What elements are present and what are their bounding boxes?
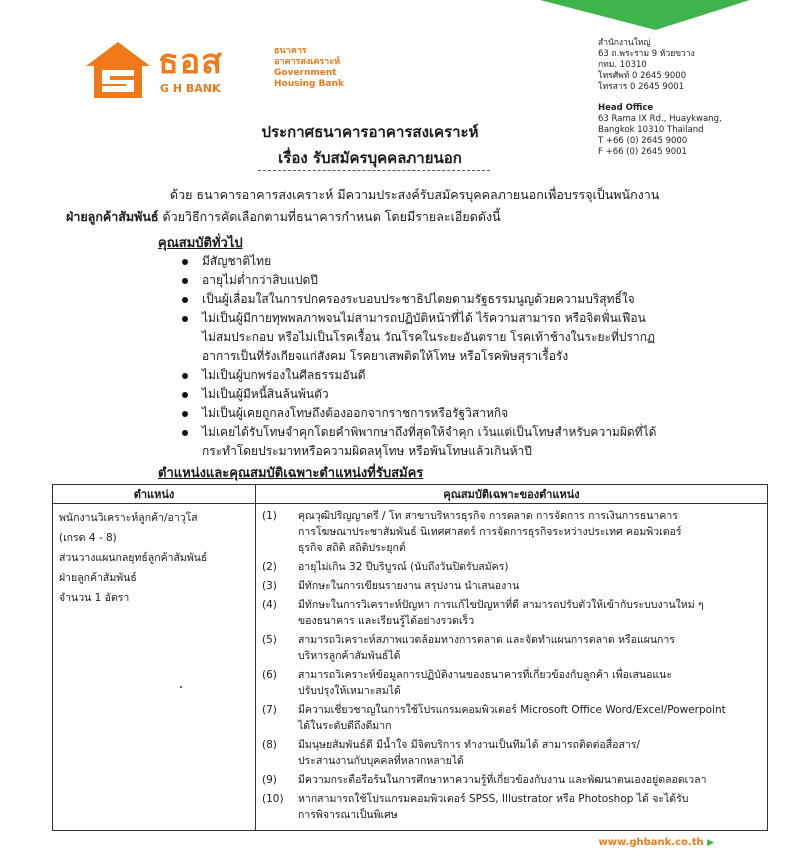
footer-website[interactable] [598, 837, 714, 848]
hq-english-line: T +66 (0) 2645 9000 [598, 136, 688, 146]
bullet-icon [182, 259, 188, 265]
list-item: (1) คุณวุฒิปริญญาตรี / โท สาขาบริหารธุรกิจ การตลาด การจัดการ การเงินการธนาคาร การโฆษณาประชาสัมพันธ์ นิเทศศาสตร์ การจัดการธุรกิจระหว่างประเทศ คอมพิวเตอร์ ธุรกิจ สถิติ สถิติประยุกต์ [262, 510, 682, 554]
list-item: (4) มีทักษะในการวิเคราะห์ปัญหา การแก้ไขปัญหาที่ดี สามารถปรับตัวให้เข้ากับระบบงานใหม่ ๆ ของธนาคาร และเรียนรู้ได้อย่างรวดเร็ว [262, 599, 704, 627]
hq-english-line: Head Office [598, 103, 654, 113]
list-item: ไม่เป็นผู้มีกายทุพพลภาพจนไม่สามารถปฏิบัติหน้าที่ได้ ไร้ความสามารถ หรือจิตฟั่นเฟือน ไม่สมประกอบ หรือไม่เป็นโรคเรื้อน วัณโรคในระยะอันตราย โรคเท้าช้างในระยะที่ปรากฏ อาการเป็นที่รังเกียจแก่สังคม โรคยาเสพติดให้โทษ หรือโรคพิษสุราเรื้อรัง [180, 309, 770, 366]
hq-thai-line: สำนักงานใหญ่ [598, 38, 651, 48]
position-cell [53, 504, 256, 831]
hq-english-line: Bangkok 10310 Thailand [598, 125, 704, 135]
position-line: (เกรด 4 - 8) [59, 532, 117, 544]
list-item: (5) สามารถวิเคราะห์สภาพแวดล้อมทางการตลาด และจัดทำแผนการตลาด หรือแผนการ บริหารลูกค้าสัมพันธ์ได้ [262, 634, 675, 662]
list-item: ไม่เคยได้รับโทษจำคุกโดยคำพิพากษาถึงที่สุดให้จำคุก เว้นแต่เป็นโทษสำหรับความผิดที่ได้ กระทำโดยประมาทหรือความผิดลหุโทษ หรือพ้นโทษแล้วเกินห้าปี [180, 423, 770, 461]
list-item: ไม่เป็นผู้บกพร่องในศีลธรรมอันดี [180, 366, 770, 385]
bullet-icon [182, 430, 188, 436]
logo-name-line: ธนาคาร [274, 46, 307, 56]
list-item: (7) มีความเชี่ยวชาญในการใช้โปรแกรมคอมพิวเตอร์ Microsoft Office Word/Excel/Powerpoint ได้ในระดับดีถึงดีมาก [262, 704, 726, 732]
position-line: พนักงานวิเคราะห์ลูกค้า/อาวุโส [59, 512, 198, 524]
bullet-icon [182, 411, 188, 417]
position-line: จำนวน 1 อัตรา [59, 592, 130, 604]
list-item: อายุไม่ต่ำกว่าสิบแปดปี [180, 271, 770, 290]
general-qualifications-heading: คุณสมบัติทั่วไป [158, 236, 243, 251]
hq-thai-line: 63 ถ.พระราม 9 ห้วยขวาง [598, 49, 695, 59]
list-item: (9) มีความกระตือรือร้นในการศึกษาหาความรู้ที่เกี่ยวข้องกับงาน และพัฒนาตนเองอยู่ตลอดเวลา [262, 774, 707, 786]
footer-url[interactable]: www.ghbank.co.th [598, 837, 704, 848]
intro-line-2 [66, 206, 766, 228]
house-logo-icon [84, 40, 152, 100]
hq-english-line: 63 Rama IX Rd., Huaykwang, [598, 114, 722, 124]
bullet-icon [182, 392, 188, 398]
green-header-tab [540, 0, 750, 30]
intro-line-1: ด้วย ธนาคารอาคารสงเคราะห์ มีความประสงค์รับสมัครบุคคลภายนอกเพื่อบรรจุเป็นพนักงาน [170, 187, 660, 202]
hq-thai-line: โทรสาร 0 2645 9001 [598, 82, 685, 92]
table-header-row [53, 485, 768, 504]
bullet-icon [182, 373, 188, 379]
qualification-cell [256, 504, 768, 831]
list-item: ไม่เป็นผู้เคยถูกลงโทษถึงต้องออกจากราชการหรือรัฐวิสาหกิจ [180, 404, 770, 423]
logo-name-line: Housing Bank [274, 79, 344, 89]
intro-department: ฝ่ายลูกค้าสัมพันธ์ [66, 209, 159, 224]
scan-speck [180, 686, 182, 688]
list-item: (3) มีทักษะในการเขียนรายงาน สรุปงาน นำเสนองาน [262, 580, 520, 592]
bullet-icon [182, 297, 188, 303]
hq-thai-line: โทรศัพท์ 0 2645 9000 [598, 71, 687, 81]
list-item: (10) หากสามารถใช้โปรแกรมคอมพิวเตอร์ SPSS, Illustrator หรือ Photoshop ได้ จะได้รับ การพิจารณาเป็นพิเศษ [262, 793, 689, 821]
logo-name-line: Government [274, 68, 337, 78]
list-item: (8) มีมนุษยสัมพันธ์ดี มีน้ำใจ มีจิตบริการ ทำงานเป็นทีมได้ สามารถติดต่อสื่อสาร/ ประสานงานกับบุคคลที่หลากหลายได้ [262, 739, 640, 767]
announcement-title: ประกาศธนาคารอาคารสงเคราะห์ [261, 123, 479, 141]
intro-line-2-text: ด้วยวิธีการคัดเลือกตามที่ธนาคารกำหนด โดยมีรายละเอียดดังนี้ [158, 209, 501, 224]
table-row [53, 504, 768, 831]
list-item: (2) อายุไม่เกิน 32 ปีบริบูรณ์ (นับถึงวันปิดรับสมัคร) [262, 561, 509, 573]
positions-table [52, 484, 768, 831]
list-item: ไม่เป็นผู้มีหนี้สินล้นพ้นตัว [180, 385, 770, 404]
logo-thai-text: ธอส [158, 42, 223, 82]
logo-english-text: G H BANK [160, 82, 221, 95]
arrow-right-icon: ▶ [707, 838, 714, 848]
positions-heading: ตำแหน่งและคุณสมบัติเฉพาะตำแหน่งที่รับสมัคร [158, 466, 424, 481]
list-item: (6) สามารถวิเคราะห์ข้อมูลการปฏิบัติงานของธนาคารที่เกี่ยวข้องกับลูกค้า เพื่อเสนอแนะ ปรับปรุงให้เหมาะสมได้ [262, 669, 672, 697]
list-item: มีสัญชาติไทย [180, 252, 770, 271]
intro-paragraph [66, 184, 766, 228]
logo-bank-names [274, 46, 344, 90]
general-qualifications-list [180, 252, 770, 461]
column-header-qualification: คุณสมบัติเฉพาะของตำแหน่ง [256, 485, 768, 504]
hq-english-line: F +66 (0) 2645 9001 [598, 147, 687, 157]
position-line: ส่วนวางแผนกลยุทธ์ลูกค้าสัมพันธ์ [59, 552, 208, 564]
column-header-position: ตำแหน่ง [53, 485, 256, 504]
title-divider [258, 170, 490, 171]
bullet-icon [182, 278, 188, 284]
hq-thai-line: กทม. 10310 [598, 60, 647, 70]
logo-name-line: อาคารสงเคราะห์ [274, 57, 341, 67]
announcement-subject: เรื่อง รับสมัครบุคคลภายนอก [278, 149, 462, 167]
position-line: ฝ่ายลูกค้าสัมพันธ์ [59, 572, 137, 584]
bullet-icon [182, 316, 188, 322]
list-item: เป็นผู้เลื่อมใสในการปกครองระบอบประชาธิปไตยตามรัฐธรรมนูญด้วยความบริสุทธิ์ใจ [180, 290, 770, 309]
